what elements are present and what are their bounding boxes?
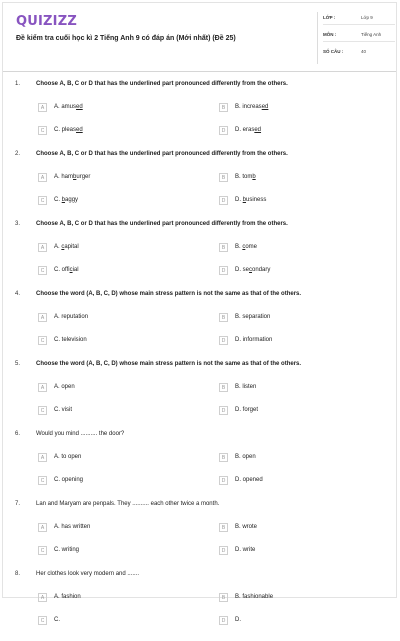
meta-key: LỚP : <box>323 15 336 20</box>
option-letter-box: D <box>219 616 228 625</box>
option-label: D. <box>235 407 241 413</box>
option-pre: television <box>60 337 87 343</box>
option-label: C. <box>54 617 60 623</box>
worksheet-header <box>3 3 396 72</box>
option-letter-box: A <box>38 593 47 602</box>
meta-key: MÔN : <box>323 32 337 37</box>
option-post: ome <box>245 244 258 250</box>
worksheet-page <box>2 2 397 624</box>
option-label: B. <box>235 174 241 180</box>
option-label: A. <box>54 174 60 180</box>
question-number: 6. <box>15 431 21 437</box>
option-label: A. <box>54 454 60 460</box>
option-label: D. <box>235 267 241 273</box>
question-number: 1. <box>15 81 21 87</box>
option-u: ed <box>76 127 83 133</box>
option-u: b <box>242 197 247 203</box>
option-pre: eras <box>241 127 255 133</box>
option-letter-box: B <box>219 593 228 602</box>
option-pre: se <box>241 267 250 273</box>
question-2 <box>3 151 396 221</box>
option-pre: offi <box>60 267 70 273</box>
question-number: 2. <box>15 151 21 157</box>
option-text <box>54 337 87 343</box>
option-u: b <box>61 197 66 203</box>
option-text <box>54 244 79 250</box>
option-pre: reputation <box>59 314 89 320</box>
option-label: A. <box>54 384 60 390</box>
option-pre: open <box>59 384 75 390</box>
option-letter-box: C <box>38 196 47 205</box>
option-pre: fashionable <box>240 594 274 600</box>
option-letter-box: A <box>38 103 47 112</box>
meta-value: Tiếng Anh <box>361 32 382 37</box>
option-text <box>235 617 241 623</box>
option-label: D. <box>235 617 241 623</box>
option-letter-box: B <box>219 313 228 322</box>
option-label: C. <box>54 337 60 343</box>
option-u: ed <box>254 127 262 133</box>
option-pre: forget <box>241 407 259 413</box>
option-pre: to open <box>59 454 82 460</box>
option-text <box>54 454 81 460</box>
option-letter-box: A <box>38 383 47 392</box>
option-letter-box: C <box>38 476 47 485</box>
option-pre: increas <box>240 104 262 110</box>
option-letter-box: A <box>38 243 47 252</box>
option-label: B. <box>235 594 241 600</box>
option-pre: listen <box>240 384 257 390</box>
option-label: A. <box>54 314 60 320</box>
option-label: D. <box>235 127 241 133</box>
option-label: B. <box>235 104 241 110</box>
option-pre: tom <box>240 174 253 180</box>
question-text: Choose the word (A, B, C, D) whose main stress pattern is not the same as that of the others. <box>36 361 302 367</box>
question-number: 8. <box>15 571 21 577</box>
question-text: Her clothes look very modern and ....... <box>36 571 140 577</box>
option-u: b <box>73 174 77 180</box>
option-letter-box: A <box>38 313 47 322</box>
option-letter-box: D <box>219 196 228 205</box>
option-text <box>235 547 255 553</box>
option-text <box>235 407 258 413</box>
option-letter-box: B <box>219 453 228 462</box>
option-letter-box: C <box>38 406 47 415</box>
option-letter-box: A <box>38 453 47 462</box>
option-text <box>235 104 268 110</box>
option-text <box>235 477 263 483</box>
option-text <box>54 594 81 600</box>
option-text <box>54 477 83 483</box>
option-pre: information <box>241 337 273 343</box>
option-text <box>235 244 257 250</box>
option-text <box>235 127 261 133</box>
option-label: B. <box>235 454 241 460</box>
option-letter-box: D <box>219 336 228 345</box>
question-3 <box>3 221 396 291</box>
option-letter-box: A <box>38 523 47 532</box>
option-pre: amus <box>59 104 77 110</box>
option-u: c <box>242 244 246 250</box>
option-post: ondary <box>252 267 271 273</box>
option-letter-box: B <box>219 383 228 392</box>
option-pre: opening <box>60 477 84 483</box>
meta-panel <box>317 12 394 64</box>
option-label: C. <box>54 407 60 413</box>
option-label: D. <box>235 477 241 483</box>
option-label: A. <box>54 244 60 250</box>
page-title: Đề kiểm tra cuối học kì 2 Tiếng Anh 9 có đáp án (Mới nhất) (Đề 25) <box>16 35 236 42</box>
meta-row-class <box>323 12 395 25</box>
option-text <box>235 197 266 203</box>
option-text <box>235 524 257 530</box>
option-pre: separation <box>240 314 271 320</box>
option-text <box>54 407 72 413</box>
option-letter-box: D <box>219 476 228 485</box>
option-label: A. <box>54 524 60 530</box>
option-pre: wrote <box>240 524 258 530</box>
option-u: c <box>249 267 253 273</box>
option-label: D. <box>235 337 241 343</box>
option-text <box>235 314 270 320</box>
option-letter-box: C <box>38 336 47 345</box>
option-pre: visit <box>60 407 72 413</box>
option-text <box>54 127 83 133</box>
question-text: Choose the word (A, B, C, D) whose main stress pattern is not the same as that of the others. <box>36 291 302 297</box>
question-text: Choose A, B, C or D that has the underlined part pronounced differently from the others. <box>36 151 288 157</box>
question-number: 5. <box>15 361 21 367</box>
question-7 <box>3 501 396 571</box>
option-label: B. <box>235 384 241 390</box>
option-text <box>54 524 90 530</box>
option-text <box>235 454 256 460</box>
option-letter-box: B <box>219 243 228 252</box>
question-text: Would you mind .......... the door? <box>36 431 125 437</box>
option-label: B. <box>235 244 241 250</box>
option-u: c <box>61 244 65 250</box>
option-post: usiness <box>246 197 267 203</box>
option-pre: fashion <box>59 594 81 600</box>
option-post: urger <box>76 174 91 180</box>
option-letter-box: B <box>219 523 228 532</box>
option-letter-box: C <box>38 126 47 135</box>
option-letter-box: D <box>219 406 228 415</box>
option-letter-box: D <box>219 126 228 135</box>
option-text <box>54 384 75 390</box>
option-label: C. <box>54 477 60 483</box>
option-label: D. <box>235 547 241 553</box>
option-letter-box: C <box>38 616 47 625</box>
option-pre: opened <box>241 477 263 483</box>
question-5 <box>3 361 396 431</box>
option-u: ed <box>76 104 83 110</box>
question-text: Choose A, B, C or D that has the underlined part pronounced differently from the others. <box>36 81 288 87</box>
option-text <box>235 267 270 273</box>
option-text <box>235 384 256 390</box>
option-label: C. <box>54 547 60 553</box>
meta-row-count <box>323 46 395 58</box>
question-number: 4. <box>15 291 21 297</box>
option-letter-box: D <box>219 266 228 275</box>
option-text <box>235 337 272 343</box>
question-1 <box>3 81 396 151</box>
option-pre: has written <box>59 524 91 530</box>
option-pre: ham <box>59 174 74 180</box>
option-label: A. <box>54 104 60 110</box>
question-number: 7. <box>15 501 21 507</box>
option-text <box>54 267 79 273</box>
option-pre: write <box>241 547 256 553</box>
option-label: B. <box>235 314 241 320</box>
meta-key: SỐ CÂU : <box>323 49 344 54</box>
option-label: C. <box>54 127 60 133</box>
option-pre: open <box>240 454 256 460</box>
meta-row-subject <box>323 29 395 42</box>
option-label: D. <box>235 197 241 203</box>
question-text: Choose A, B, C or D that has the underlined part pronounced differently from the others. <box>36 221 288 227</box>
option-label: B. <box>235 524 241 530</box>
question-8 <box>3 571 396 641</box>
option-label: C. <box>54 197 60 203</box>
meta-value: 40 <box>361 49 367 54</box>
option-text <box>235 174 256 180</box>
option-text <box>54 104 83 110</box>
option-letter-box: D <box>219 546 228 555</box>
option-letter-box: C <box>38 266 47 275</box>
option-text <box>54 314 88 320</box>
option-label: A. <box>54 594 60 600</box>
question-number: 3. <box>15 221 21 227</box>
option-letter-box: B <box>219 103 228 112</box>
option-letter-box: B <box>219 173 228 182</box>
option-label: C. <box>54 267 60 273</box>
option-text <box>54 197 78 203</box>
option-post: ial <box>72 267 79 273</box>
option-letter-box: C <box>38 546 47 555</box>
option-text <box>235 594 273 600</box>
option-text <box>54 174 90 180</box>
option-text <box>54 617 60 623</box>
option-text <box>54 547 79 553</box>
option-pre: pleas <box>60 127 77 133</box>
question-text: Lan and Maryam are penpals. They .......... each other twice a month. <box>36 501 220 507</box>
question-4 <box>3 291 396 361</box>
option-u: ed <box>261 104 269 110</box>
option-pre: writing <box>60 547 80 553</box>
option-u: c <box>69 267 73 273</box>
question-6 <box>3 431 396 501</box>
option-post: aggy <box>65 197 79 203</box>
meta-value: Lớp 9 <box>361 15 373 20</box>
option-u: b <box>252 174 256 180</box>
quizizz-logo: QUIZIZZ <box>16 14 77 29</box>
option-post: apital <box>64 244 79 250</box>
option-letter-box: A <box>38 173 47 182</box>
